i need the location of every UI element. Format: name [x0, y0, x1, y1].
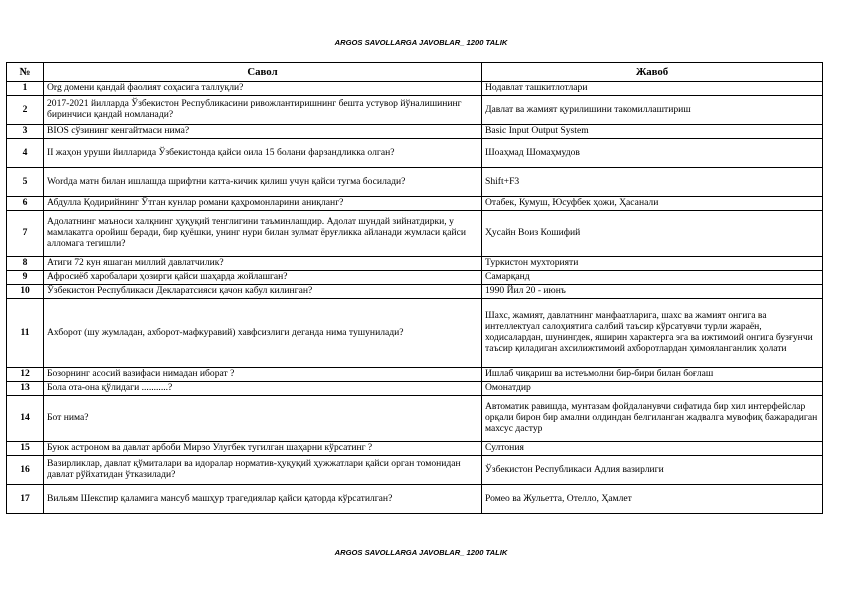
row-number: 5: [7, 168, 44, 197]
table-row: [7, 211, 823, 257]
question-cell: Атиги 72 кун яшаган миллий давлатчилик?: [44, 257, 482, 271]
table-row: [7, 96, 823, 125]
table-row: [7, 257, 823, 271]
question-cell: Ахборот (шу жумладан, ахборот-мафкуравий) хавфсизлиги деганда нима тушунилади?: [44, 299, 482, 368]
answer-cell: Ўзбекистон Республикаси Адлия вазирлиги: [482, 456, 823, 485]
table-row: [7, 139, 823, 168]
answer-cell: Отабек, Кумуш, Юсуфбек ҳожи, Ҳасанали: [482, 197, 823, 211]
question-cell: Бозорнинг асосий вазифаси нимадан иборат ?: [44, 368, 482, 382]
question-cell: Бола ота-она қўлидаги ...........?: [44, 382, 482, 396]
page-header: ARGOS SAVOLLARGA JAVOBLAR_ 1200 TALIK: [334, 38, 508, 47]
table-row: [7, 125, 823, 139]
row-number: 17: [7, 485, 44, 514]
answer-cell: Basic Input Output System: [482, 125, 823, 139]
table-row: [7, 368, 823, 382]
row-number: 13: [7, 382, 44, 396]
row-number: 1: [7, 82, 44, 96]
row-number: 7: [7, 211, 44, 257]
column-header-number: №: [7, 63, 44, 82]
row-number: 4: [7, 139, 44, 168]
row-number: 6: [7, 197, 44, 211]
answer-cell: Shift+F3: [482, 168, 823, 197]
row-number: 14: [7, 396, 44, 442]
row-number: 15: [7, 442, 44, 456]
answer-cell: Автоматик равишда, мунтазам фойдаланувчи сифатида бир хил интерфейслар орқали бирон бир амални олдиндан белгиланган жадвалга мувофиқ бажарадиган махсус дастур: [482, 396, 823, 442]
answer-cell: Омонатдир: [482, 382, 823, 396]
answer-cell: Туркистон мухторияти: [482, 257, 823, 271]
question-cell: Афросиёб харобалари ҳозирги қайси шаҳарда жойлашган?: [44, 271, 482, 285]
table-row: [7, 271, 823, 285]
question-cell: Адолатнинг маъноси халқнинг ҳуқуқий тенглигини таъминлашдир. Адолат шундай зийнатдирки, у мамлакатга оройиш беради, бир қуёшки, унинг нури билан зулмат ёруғликка айланади жумласи қайси алломага тегишли?: [44, 211, 482, 257]
table-header: [7, 63, 823, 82]
qa-table: [6, 62, 823, 514]
question-cell: Org домени қандай фаолият соҳасига таллуқли?: [44, 82, 482, 96]
page-footer: ARGOS SAVOLLARGA JAVOBLAR_ 1200 TALIK: [334, 548, 508, 557]
row-number: 9: [7, 271, 44, 285]
answer-cell: Самарқанд: [482, 271, 823, 285]
table-row: [7, 82, 823, 96]
question-cell: Абдулла Қодирийнинг Ўтган кунлар романи қаҳромонларини аниқланг?: [44, 197, 482, 211]
question-cell: 2017-2021 йилларда Ўзбекистон Республикасини ривожлантиришнинг бешта устувор йўналишининг биринчиси қандай номланади?: [44, 96, 482, 125]
row-number: 3: [7, 125, 44, 139]
table-row: [7, 485, 823, 514]
answer-cell: Шахс, жамият, давлатнинг манфаатларига, шахс ва жамият онгига ва интеллектуал салоҳиятига салбий таъсир кўрсатувчи турли жараён, ходисалардан, шунингдек, яширин характерга эга ва ижтимоий онгига бузғунчи таъсир қиладиган ахсилижтимоий ахборотлардан ҳимояланганлик ҳолати: [482, 299, 823, 368]
row-number: 11: [7, 299, 44, 368]
header-row: [7, 63, 823, 82]
table-row: [7, 456, 823, 485]
question-cell: Вазирликлар, давлат қўмиталари ва идоралар норматив-ҳуқуқий ҳужжатлари қайси орган томонидан давлат рўйхатидан ўтказилади?: [44, 456, 482, 485]
answer-cell: Ромео ва Жульетта, Отелло, Ҳамлет: [482, 485, 823, 514]
question-cell: Wordда матн билан ишлашда шрифтни катта-кичик қилиш учун қайси тугма босилади?: [44, 168, 482, 197]
question-cell: BIOS сўзининг кенгайтмаси нима?: [44, 125, 482, 139]
table-row: [7, 442, 823, 456]
table-row: [7, 396, 823, 442]
answer-cell: Ишлаб чиқариш ва истеъмолни бир-бири билан боғлаш: [482, 368, 823, 382]
table-row: [7, 197, 823, 211]
answer-cell: Ҳусайн Воиз Кошифий: [482, 211, 823, 257]
row-number: 10: [7, 285, 44, 299]
question-cell: Вильям Шекспир қаламига мансуб машҳур трагедиялар қайси қаторда кўрсатилган?: [44, 485, 482, 514]
question-cell: Буюк астроном ва давлат арбоби Мирзо Улугбек тугилган шаҳарни кўрсатинг ?: [44, 442, 482, 456]
answer-cell: Давлат ва жамият қурилишини такомиллаштириш: [482, 96, 823, 125]
column-header-answer: Жавоб: [482, 63, 823, 82]
row-number: 8: [7, 257, 44, 271]
table-row: [7, 299, 823, 368]
answer-cell: Шоаҳмад Шомаҳмудов: [482, 139, 823, 168]
answer-cell: 1990 Йил 20 - июнъ: [482, 285, 823, 299]
question-cell: Бот нима?: [44, 396, 482, 442]
table-row: [7, 168, 823, 197]
table-row: [7, 382, 823, 396]
row-number: 12: [7, 368, 44, 382]
column-header-question: Савол: [44, 63, 482, 82]
answer-cell: Нодавлат ташкитлотлари: [482, 82, 823, 96]
row-number: 2: [7, 96, 44, 125]
question-cell: Ўзбекистон Республикаси Декларатсияси қачон кабул килинган?: [44, 285, 482, 299]
table-row: [7, 285, 823, 299]
table-body: [7, 82, 823, 514]
row-number: 16: [7, 456, 44, 485]
question-cell: II жаҳон уруши йилларида Ўзбекистонда қайси оила 15 болани фарзандликка олган?: [44, 139, 482, 168]
answer-cell: Султония: [482, 442, 823, 456]
